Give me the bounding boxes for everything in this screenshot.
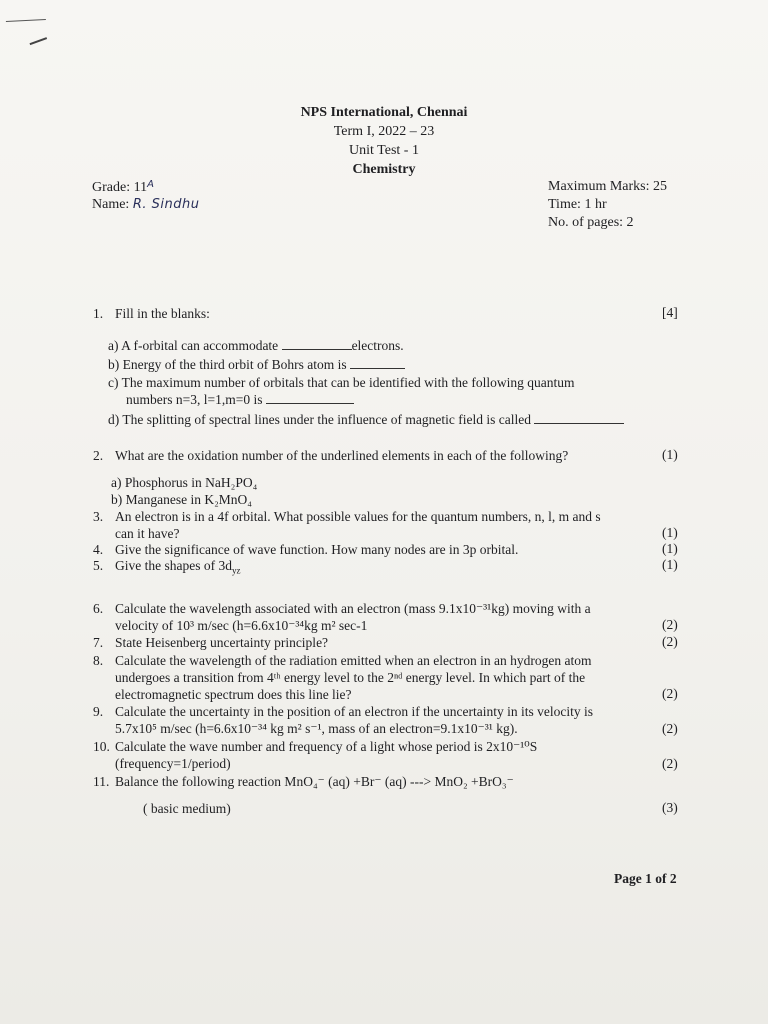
question-number: 7. xyxy=(93,635,104,650)
question-text: Calculate the wave number and frequency of a light whose period is 2x10⁻¹⁰S xyxy=(115,739,538,754)
marks-q2: (1) xyxy=(662,447,678,462)
q1-part-a xyxy=(108,337,404,354)
marks-q8: (2) xyxy=(662,686,678,701)
answer-blank xyxy=(534,411,624,424)
name-label: Name: xyxy=(92,197,130,212)
marks-q1: [4] xyxy=(662,305,678,320)
marks-q4: (1) xyxy=(662,541,678,556)
question-number: 3. xyxy=(93,509,104,524)
question-11 xyxy=(93,773,514,817)
part-text: c) The maximum number of orbitals that can be identified with the following quantum xyxy=(108,375,575,390)
marks-q11: (3) xyxy=(662,800,678,815)
marks-q10: (2) xyxy=(662,756,678,771)
page-count: No. of pages: 2 xyxy=(548,215,634,230)
question-8 xyxy=(93,652,591,703)
question-text: State Heisenberg uncertainty principle? xyxy=(115,635,329,650)
question-1 xyxy=(93,305,210,322)
subject-label: Chemistry xyxy=(352,162,416,177)
question-text: Calculate the uncertainty in the position of an electron if the uncertainty in its velocity is xyxy=(115,704,593,719)
question-4 xyxy=(93,541,518,558)
question-7 xyxy=(93,634,328,651)
marks-q7: (2) xyxy=(662,634,678,649)
question-2 xyxy=(93,447,568,464)
question-5 xyxy=(93,557,240,580)
question-text: Give the significance of wave function. How many nodes are in 3p orbital. xyxy=(115,542,519,557)
test-label: Unit Test - 1 xyxy=(349,143,419,158)
question-number: 1. xyxy=(93,306,104,321)
grade-label: Grade: 11 xyxy=(92,180,148,195)
question-text-2: velocity of 10³ m/sec (h=6.6x10⁻³⁴kg m² sec-1 xyxy=(115,618,368,633)
question-text: Balance the following reaction MnO₄⁻ (aq) +Br⁻ (aq) ---> MnO₂ +BrO₃⁻ xyxy=(115,774,514,789)
time-allowed: Time: 1 hr xyxy=(548,197,607,212)
part-text-end: electrons. xyxy=(351,338,404,353)
part-text: a) A f-orbital can accommodate xyxy=(108,338,279,353)
grade-line xyxy=(92,176,199,196)
pen-mark xyxy=(6,19,46,26)
question-text-2: can it have? xyxy=(115,526,180,541)
school-name: NPS International, Chennai xyxy=(300,105,468,120)
question-number: 5. xyxy=(93,558,104,573)
q2-part-a: a) Phosphorus in NaH₂PO₄ xyxy=(111,475,258,490)
answer-blank xyxy=(266,391,354,404)
q1-part-d xyxy=(108,411,624,428)
answer-blank xyxy=(350,356,405,369)
part-text-2: numbers n=3, l=1,m=0 is xyxy=(126,392,263,407)
part-text-line2 xyxy=(108,391,575,408)
q1-part-b xyxy=(108,356,405,373)
marks-q5: (1) xyxy=(662,557,678,572)
question-9 xyxy=(93,703,593,737)
marks-q3: (1) xyxy=(662,525,678,540)
student-info xyxy=(92,176,199,213)
part-text: b) Energy of the third orbit of Bohrs atom is xyxy=(108,357,347,372)
question-number: 11. xyxy=(93,774,110,789)
question-text-2: (frequency=1/period) xyxy=(115,756,231,771)
grade-handwritten: A xyxy=(147,179,155,190)
q1-part-c xyxy=(108,374,575,408)
subscript: yz xyxy=(231,565,241,576)
term-label: Term I, 2022 – 23 xyxy=(333,124,435,139)
question-number: 9. xyxy=(93,704,104,719)
question-number: 8. xyxy=(93,653,104,668)
question-3 xyxy=(93,508,601,542)
exam-header xyxy=(0,103,768,179)
question-number: 2. xyxy=(93,448,104,463)
question-10 xyxy=(93,738,537,772)
part-text: d) The splitting of spectral lines under the influence of magnetic field is called xyxy=(108,412,531,427)
marks-q6: (2) xyxy=(662,617,678,632)
q2-part-b: b) Manganese in K₂MnO₄ xyxy=(111,492,253,507)
answer-blank xyxy=(282,337,352,350)
question-text: Calculate the wavelength associated with an electron (mass 9.1x10⁻³¹kg) moving with a xyxy=(115,601,591,616)
question-text: Calculate the wavelength of the radiation emitted when an electron in an hydrogen atom xyxy=(115,653,592,668)
question-number: 4. xyxy=(93,542,104,557)
pen-mark-2 xyxy=(30,37,49,49)
max-marks: Maximum Marks: 25 xyxy=(548,179,667,194)
question-text-2: 5.7x10⁵ m/sec (h=6.6x10⁻³⁴ kg m² s⁻¹, mass of an electron=9.1x10⁻³¹ kg). xyxy=(115,721,518,736)
question-text: What are the oxidation number of the underlined elements in each of the following? xyxy=(115,448,569,463)
question-text: Fill in the blanks: xyxy=(115,306,210,321)
exam-info xyxy=(548,178,667,232)
question-text: An electron is in a 4f orbital. What possible values for the quantum numbers, n, l, m and s xyxy=(115,509,601,524)
question-number: 6. xyxy=(93,601,104,616)
question-text: Give the shapes of 3d xyxy=(115,558,232,573)
question-text-2: ( basic medium) xyxy=(143,801,231,816)
question-6 xyxy=(93,600,591,634)
name-line xyxy=(92,196,199,213)
question-text-3: electromagnetic spectrum does this line lie? xyxy=(115,687,352,702)
marks-q9: (2) xyxy=(662,721,678,736)
question-number: 10. xyxy=(93,739,110,754)
page-number: Page 1 of 2 xyxy=(614,871,677,886)
name-handwritten: R. Sindhu xyxy=(132,197,200,212)
question-text-2: undergoes a transition from 4ᵗʰ energy level to the 2ⁿᵈ energy level. In which part of the xyxy=(115,670,586,685)
